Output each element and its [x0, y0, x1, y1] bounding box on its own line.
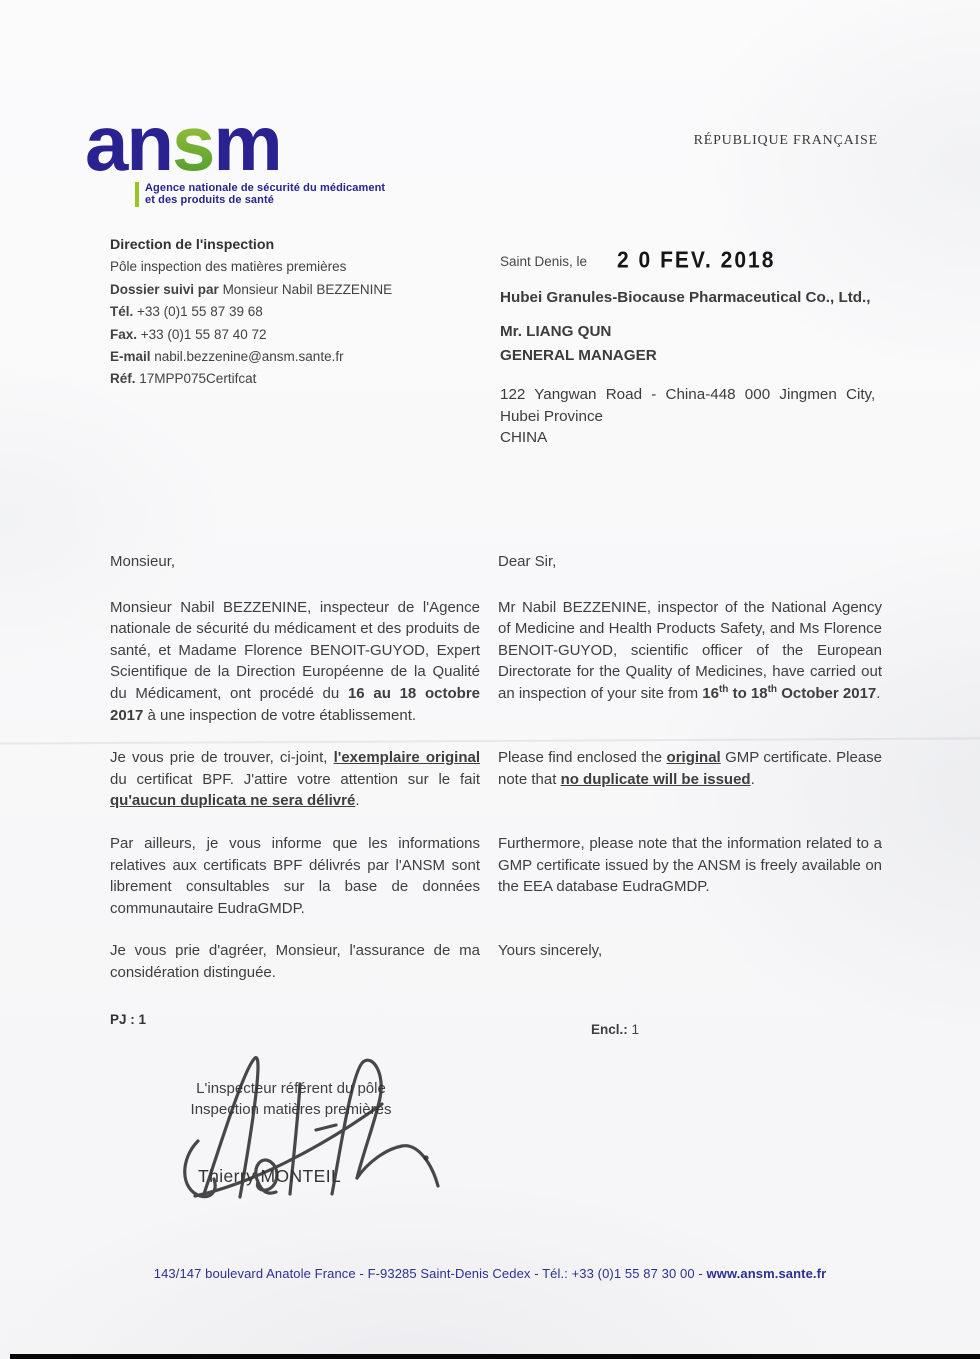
- letter-body: [110, 551, 882, 1040]
- recipient-address-line3: CHINA: [500, 429, 548, 446]
- recipient-address: [500, 384, 892, 449]
- paragraph-fr-2: Je vous prie de trouver, ci-joint, l'exemplaire original du certificat BPF. J'attire votre attention sur le fait qu'aucun duplicata ne sera délivré.: [110, 749, 481, 810]
- paragraph-fr-4: Je vous prie d'agréer, Monsieur, l'assurance de ma considération distinguée.: [110, 942, 480, 981]
- date-stamp: 2 0 FEV. 2018: [617, 248, 776, 273]
- sender-dossier: Dossier suivi par Monsieur Nabil BEZZENINE: [110, 281, 393, 297]
- paragraph-fr-3: Par ailleurs, je vous informe que les informations relatives aux certificats BPF délivrés par l'ANSM sont librement consultables sur la base de données communautaire EudraGMDP.: [110, 834, 480, 917]
- recipient-company: Hubei Granules-Biocause Pharmaceutical Co., Ltd.,: [500, 289, 871, 306]
- sender-direction: Direction de l'inspection: [110, 237, 275, 253]
- sender-reference: Réf. 17MPP075Certifcat: [110, 371, 257, 387]
- sender-phone: Tél. +33 (0)1 55 87 39 68: [110, 304, 263, 320]
- recipient-block: [500, 289, 892, 449]
- ansm-logo-wordmark: [85, 99, 385, 187]
- recipient-title: GENERAL MANAGER: [500, 347, 657, 364]
- salutation-fr: Monsieur,: [110, 553, 176, 570]
- signature-role-line1: L'inspecteur référent du pôle: [196, 1080, 386, 1097]
- footer-address: 143/147 boulevard Anatole France - F-93285 Saint-Denis Cedex - Tél.: +33 (0)1 55 87 30 00 -: [153, 1266, 707, 1281]
- republique-francaise-heading: RÉPUBLIQUE FRANÇAISE: [693, 133, 878, 148]
- recipient-name: Mr. LIANG QUN: [500, 323, 612, 340]
- logo-letter-s: s: [172, 99, 214, 187]
- signature-role-line2: Inspection matières premières: [190, 1100, 392, 1118]
- salutation-en: Dear Sir,: [498, 553, 557, 570]
- sender-contact-block: [110, 234, 392, 391]
- signature-name: Thierry MONTEIL: [198, 1166, 342, 1186]
- sender-pole: Pôle inspection des matières premières: [110, 259, 347, 275]
- tagline-line1: Agence nationale de sécurité du médicament: [145, 181, 386, 194]
- paragraph-en-3: Furthermore, please note that the information related to a GMP certificate issued by the ANSM is freely available on the EEA database EudraGMDP.: [498, 834, 882, 896]
- tagline-line2: et des produits de santé: [145, 194, 274, 207]
- logo-letters-an: an: [85, 99, 173, 187]
- enclosure-fr: PJ : 1: [110, 1011, 147, 1027]
- paragraph-fr-1: Monsieur Nabil BEZZENINE, inspecteur de l'Agence nationale de sécurité du médicament et des produits de santé, et Madame Florence BENOIT-GUYOD, Expert Scientifique de la Direction Européenne de la Qualité du Médicament, ont procédé du 16 au 18 octobre 2017 à une inspection de votre établissement.: [110, 598, 480, 724]
- scan-edge-artifact: [10, 1354, 980, 1359]
- ansm-logo: [85, 99, 386, 207]
- sender-fax: Fax. +33 (0)1 55 87 40 72: [110, 326, 267, 342]
- signature-ink-dot: [423, 1155, 428, 1160]
- paragraph-en-1: Mr Nabil BEZZENINE, inspector of the National Agency of Medicine and Health Products Safety, and Ms Florence BENOIT-GUYOD, scientific officer of the European Directorate for the Quality of Medicines, have carried out an inspection of your site from 16th to 18th October 2017.: [498, 598, 882, 702]
- paragraph-en-4: Yours sincerely,: [498, 942, 603, 960]
- footer-website: www.ansm.sante.fr: [706, 1266, 827, 1281]
- sender-email: E-mail nabil.bezzenine@ansm.sante.fr: [110, 349, 344, 365]
- footer-address-line: [0, 1266, 980, 1281]
- logo-letters-m: m: [213, 99, 281, 187]
- date-place: Saint Denis, le: [500, 254, 588, 269]
- signature-role: [166, 1079, 416, 1120]
- recipient-address-line2: Hubei Province: [500, 407, 603, 425]
- enclosure-en: Encl.: 1: [591, 1021, 640, 1037]
- ansm-logo-tagline: [135, 182, 385, 207]
- paragraph-en-2: Please find enclosed the original GMP certificate. Please note that no duplicate will be issued.: [498, 749, 882, 788]
- recipient-address-line1: 122 Yangwan Road - China-448 000 Jingmen City,: [500, 386, 876, 403]
- date-line: [500, 248, 775, 272]
